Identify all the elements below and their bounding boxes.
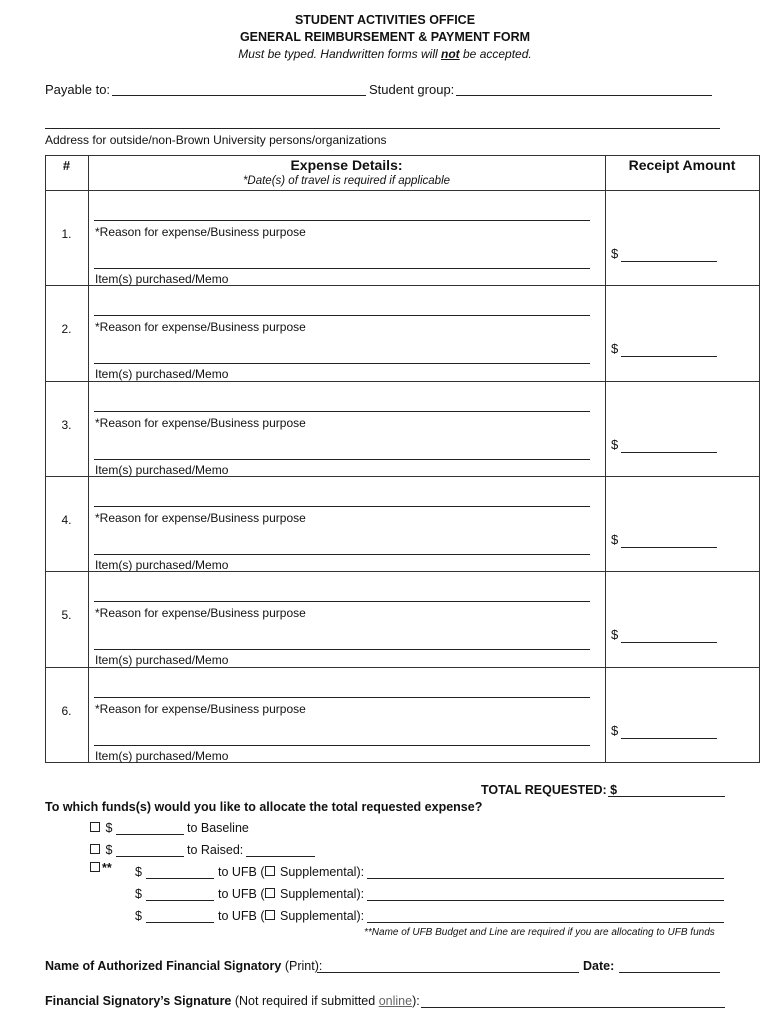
date-label: Date: xyxy=(583,959,615,973)
memo-field[interactable] xyxy=(94,268,590,269)
online-link[interactable]: online xyxy=(378,994,413,1008)
row-number: 2. xyxy=(61,322,72,337)
ufb-label-pre: to UFB ( xyxy=(218,865,265,879)
receipt-amount-field[interactable] xyxy=(621,261,717,262)
reason-field[interactable] xyxy=(94,601,590,602)
col-header-details-note: *Date(s) of travel is required if applicable xyxy=(242,175,451,187)
typing-note-pre: Must be typed. Handwritten forms will xyxy=(238,47,442,61)
supplemental-checkbox[interactable] xyxy=(265,888,275,898)
signatory-name-suffix: (Print): xyxy=(281,959,323,973)
ufb-stars: ** xyxy=(102,861,112,875)
ufb-option xyxy=(90,861,112,875)
col-header-amount: Receipt Amount xyxy=(628,157,736,173)
ufb-label-pre: to UFB ( xyxy=(218,909,265,923)
row-number: 4. xyxy=(61,512,72,527)
form-title: GENERAL REIMBURSEMENT & PAYMENT FORM xyxy=(239,30,531,44)
ufb-currency: $ xyxy=(135,865,142,879)
baseline-option xyxy=(90,821,112,835)
ufb-budget-line-field[interactable] xyxy=(367,922,724,923)
receipt-currency: $ xyxy=(611,436,619,452)
receipt-amount-field[interactable] xyxy=(621,356,717,357)
row-number: 3. xyxy=(61,417,72,432)
total-requested-label: TOTAL REQUESTED: $ xyxy=(481,783,618,797)
receipt-currency: $ xyxy=(611,531,619,547)
expense-row xyxy=(45,571,760,666)
baseline-label: to Baseline xyxy=(187,821,249,835)
memo-field[interactable] xyxy=(94,554,590,555)
ufb-label xyxy=(218,865,364,879)
reason-field[interactable] xyxy=(94,315,590,316)
receipt-amount-field[interactable] xyxy=(621,452,717,453)
raised-currency: $ xyxy=(105,843,113,857)
expense-row xyxy=(45,476,760,571)
signatory-name-title: Name of Authorized Financial Signatory xyxy=(45,959,282,973)
raised-amount-field[interactable] xyxy=(116,856,184,857)
expense-row xyxy=(45,285,760,380)
receipt-currency: $ xyxy=(611,341,619,357)
reason-label: *Reason for expense/Business purpose xyxy=(95,606,306,621)
memo-field[interactable] xyxy=(94,363,590,364)
office-title: STUDENT ACTIVITIES OFFICE xyxy=(294,13,476,27)
ufb-checkbox[interactable] xyxy=(90,862,100,872)
reason-field[interactable] xyxy=(94,220,590,221)
row-number: 6. xyxy=(61,703,72,718)
ufb-label-post: Supplemental): xyxy=(276,909,365,923)
reason-field[interactable] xyxy=(94,411,590,412)
address-field[interactable] xyxy=(45,128,720,129)
baseline-currency: $ xyxy=(105,821,113,835)
expense-row xyxy=(45,381,760,476)
ufb-label xyxy=(218,887,364,901)
ufb-label-pre: to UFB ( xyxy=(218,887,265,901)
reason-field[interactable] xyxy=(94,697,590,698)
reason-label: *Reason for expense/Business purpose xyxy=(95,320,306,335)
typing-note-not: not xyxy=(441,47,460,61)
address-label: Address for outside/non-Brown University persons/organizations xyxy=(45,133,387,147)
ufb-budget-line-field[interactable] xyxy=(367,878,724,879)
raised-name-field[interactable] xyxy=(246,856,315,857)
typing-note-post: be accepted. xyxy=(459,47,532,61)
receipt-amount-field[interactable] xyxy=(621,642,717,643)
ufb-label xyxy=(218,909,364,923)
signature-suffix-post: ): xyxy=(412,994,420,1008)
receipt-amount-field[interactable] xyxy=(621,738,717,739)
baseline-checkbox[interactable] xyxy=(90,822,100,832)
signatory-name-field[interactable] xyxy=(317,972,579,973)
memo-label: Item(s) purchased/Memo xyxy=(95,462,229,477)
row-number: 1. xyxy=(61,227,72,241)
reason-label: *Reason for expense/Business purpose xyxy=(95,510,306,525)
ufb-amount-field[interactable] xyxy=(146,878,214,879)
reason-field[interactable] xyxy=(94,506,590,507)
ufb-label-post: Supplemental): xyxy=(276,865,365,879)
expense-table xyxy=(45,155,760,763)
reason-label: *Reason for expense/Business purpose xyxy=(95,701,306,716)
funds-question: To which funds(s) would you like to allocate the total requested expense? xyxy=(45,800,483,814)
ufb-footnote: **Name of UFB Budget and Line are required if you are allocating to UFB funds xyxy=(364,927,715,938)
payable-to-label: Payable to: xyxy=(45,82,111,97)
receipt-currency: $ xyxy=(611,627,619,643)
memo-label: Item(s) purchased/Memo xyxy=(95,272,229,286)
payable-to-field[interactable] xyxy=(112,95,366,96)
receipt-currency: $ xyxy=(611,722,619,738)
raised-label: to Raised: xyxy=(187,843,244,857)
reason-label: *Reason for expense/Business purpose xyxy=(95,225,306,239)
typing-note xyxy=(0,47,770,61)
supplemental-checkbox[interactable] xyxy=(265,866,275,876)
memo-label: Item(s) purchased/Memo xyxy=(95,748,229,763)
receipt-currency: $ xyxy=(611,246,619,261)
receipt-amount-field[interactable] xyxy=(621,547,717,548)
memo-field[interactable] xyxy=(94,745,590,746)
col-header-number: # xyxy=(62,158,71,173)
ufb-amount-field[interactable] xyxy=(146,922,214,923)
ufb-currency: $ xyxy=(135,887,142,901)
signature-field[interactable] xyxy=(421,1007,725,1008)
ufb-budget-line-field[interactable] xyxy=(367,900,724,901)
signatory-name-label xyxy=(45,959,322,973)
signature-title: Financial Signatory’s Signature xyxy=(45,994,232,1008)
reason-label: *Reason for expense/Business purpose xyxy=(95,415,306,430)
ufb-currency: $ xyxy=(135,909,142,923)
supplemental-checkbox[interactable] xyxy=(265,910,275,920)
ufb-label-post: Supplemental): xyxy=(276,887,365,901)
signature-suffix-pre: (Not required if submitted xyxy=(231,994,379,1008)
total-requested-field[interactable] xyxy=(608,796,725,797)
student-group-field[interactable] xyxy=(456,95,712,96)
memo-label: Item(s) purchased/Memo xyxy=(95,367,229,382)
memo-label: Item(s) purchased/Memo xyxy=(95,653,229,668)
raised-checkbox[interactable] xyxy=(90,844,100,854)
col-header-details: Expense Details: xyxy=(290,157,403,173)
raised-option xyxy=(90,843,112,857)
expense-row xyxy=(45,190,760,285)
ufb-amount-field[interactable] xyxy=(146,900,214,901)
row-number: 5. xyxy=(61,608,72,623)
expense-row xyxy=(45,667,760,762)
student-group-label: Student group: xyxy=(369,82,455,97)
memo-label: Item(s) purchased/Memo xyxy=(95,557,229,572)
memo-field[interactable] xyxy=(94,649,590,650)
baseline-amount-field[interactable] xyxy=(116,834,184,835)
memo-field[interactable] xyxy=(94,459,590,460)
date-field[interactable] xyxy=(619,972,720,973)
signature-label xyxy=(45,994,420,1008)
